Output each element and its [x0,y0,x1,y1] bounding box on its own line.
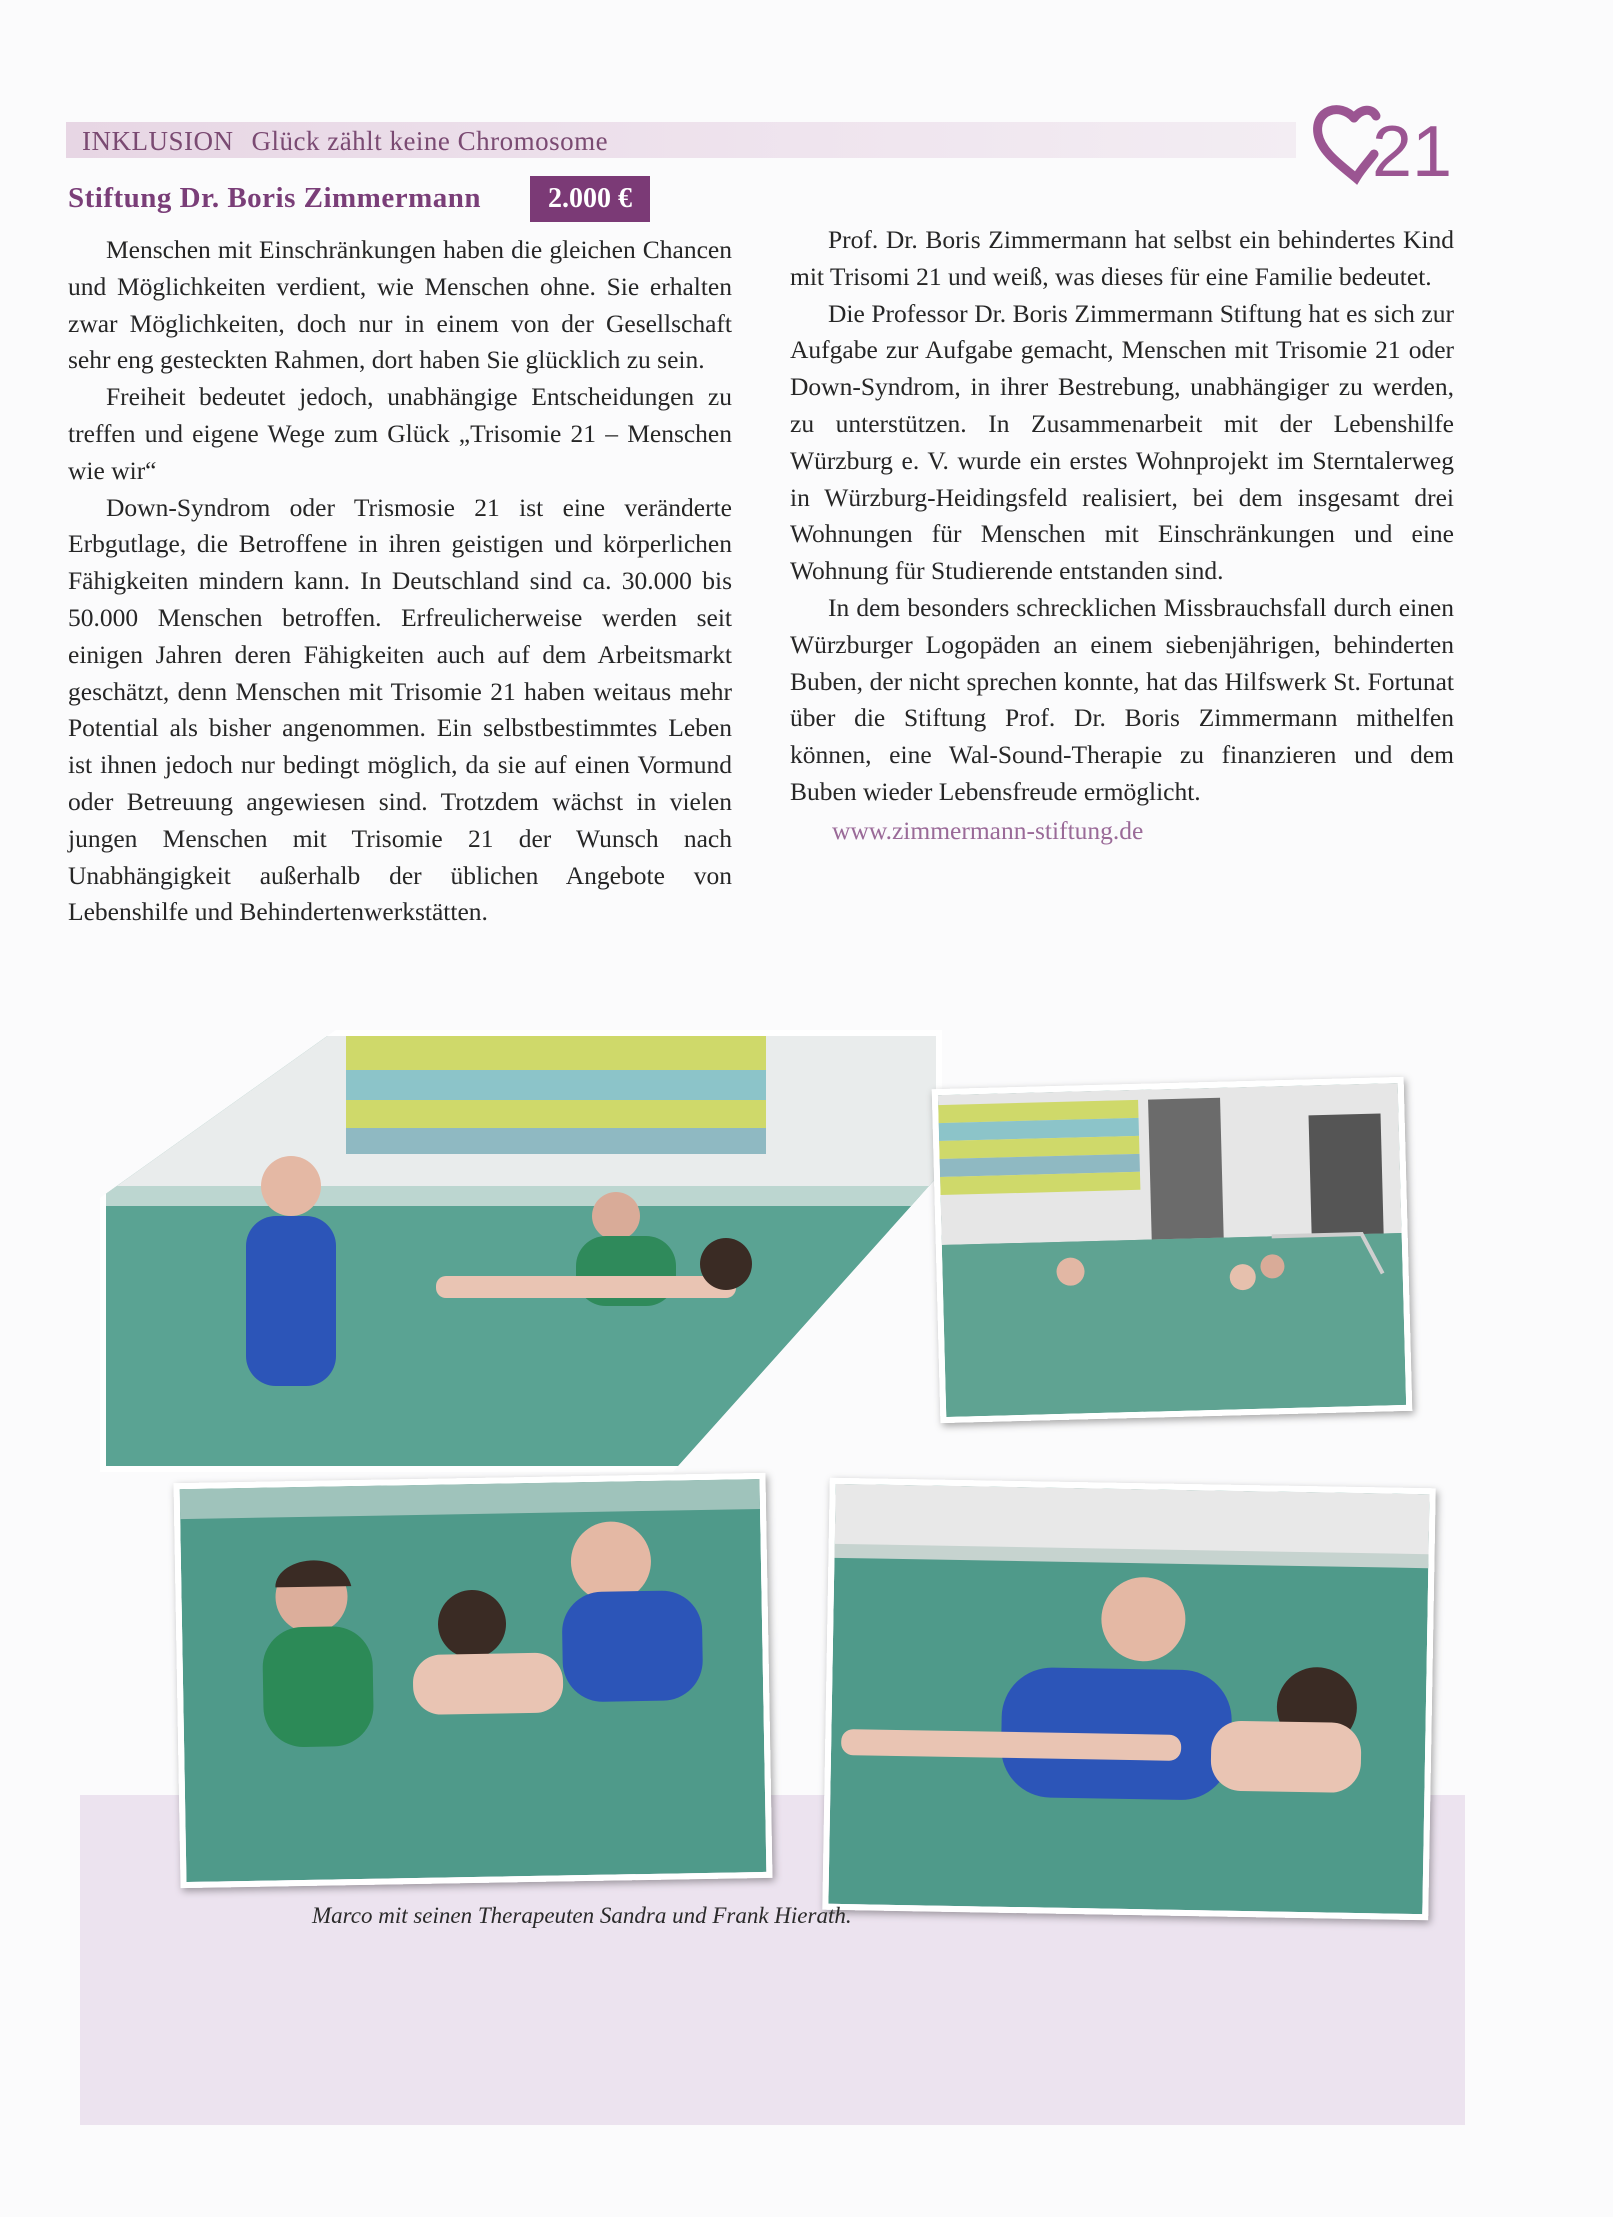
photo-caption: Marco mit seinen Therapeuten Sandra und Frank Hierath. [312,1903,852,1928]
paragraph: Die Professor Dr. Boris Zimmermann Stiftung hat es sich zur Aufgabe zur Aufgabe gemacht, Menschen mit Trisomie 21 oder Down-Syndrom, in ihrer Bestrebung, unabhängiger zu werden, zu unterstützen. In Zusammenarbeit mit der Lebenshilfe Würzburg e. V. wurde ein erstes Wohnprojekt im Sterntalerweg in Würzburg-Heidingsfeld realisiert, bei dem insgesamt drei Wohnungen für Menschen mit Einschränkungen und eine Wohnung für Studierende entstanden sind. [790,298,1454,586]
article-column-left [68,232,732,931]
section-label [82,126,608,157]
paragraph: Prof. Dr. Boris Zimmermann hat selbst ein behindertes Kind mit Trisomi 21 und weiß, was dieses für eine Familie bedeutet. [790,225,1454,291]
section-subtitle: Glück zählt keine Chromosome [251,126,609,156]
article-column-right [790,222,1454,850]
photo-pool-therapy-4 [822,1478,1435,1921]
down-syndrom-21-logo [1310,96,1450,191]
paragraph: In dem besonders schrecklichen Missbrauchsfall durch einen Würzburger Logopäden an einem siebenjährigen, behinderten Buben, der nicht sprechen konnte, hat das Hilfswerk St. Fortunat über die Stiftung Prof. Dr. Boris Zimmermann mithelfen können, eine Wal-Sound-Therapie zu finanzieren und dem Buben wieder Lebensfreude ermöglicht. [790,592,1454,806]
donation-amount-badge: 2.000 € [530,176,650,222]
article-title: Stiftung Dr. Boris Zimmermann [68,182,481,214]
photo-pool-therapy-2 [932,1077,1413,1423]
paragraph: Menschen mit Einschränkungen haben die gleichen Chancen und Möglichkeiten verdient, wie Menschen ohne. Sie erhalten zwar Möglichkeiten, doch nur in einem von der Gesellschaft sehr eng gesteckten Rahmen, dort haben Sie glücklich zu sein. [68,235,732,375]
paragraph: Freiheit bedeutet jedoch, unabhängige Entscheidungen zu treffen und eigene Wege zum Glück „Trisomie 21 – Menschen wie wir“ [68,382,732,485]
logo-21-text: 21 [1372,112,1450,191]
section-tag: INKLUSION [82,126,234,156]
website-link[interactable]: www.zimmermann-stiftung.de [832,815,1144,845]
paragraph: Down-Syndrom oder Trismosie 21 ist eine veränderte Erbgutlage, die Betroffene in ihren geistigen und körperlichen Fähigkeiten mindern kann. In Deutschland sind ca. 30.000 bis 50.000 Menschen betroffen. Erfreulicherweise werden seit einigen Jahren deren Fähigkeiten auch auf dem Arbeitsmarkt geschätzt, denn Menschen mit Trisomie 21 haben weitaus mehr Potential als bisher angenommen. Ein selbstbestimmtes Leben ist ihnen jedoch nur bedingt möglich, da sie auf einen Vormund oder Betreuung angewiesen sind. Trotzdem wächst in vielen jungen Menschen mit Trisomie 21 der Wunsch nach Unabhängigkeit außerhalb der üblichen Angebote von Lebenshilfe und Behindertenwerkstätten. [68,492,732,927]
photo-pool-therapy-3 [174,1473,773,1888]
photo-pool-therapy-1 [100,1030,942,1472]
